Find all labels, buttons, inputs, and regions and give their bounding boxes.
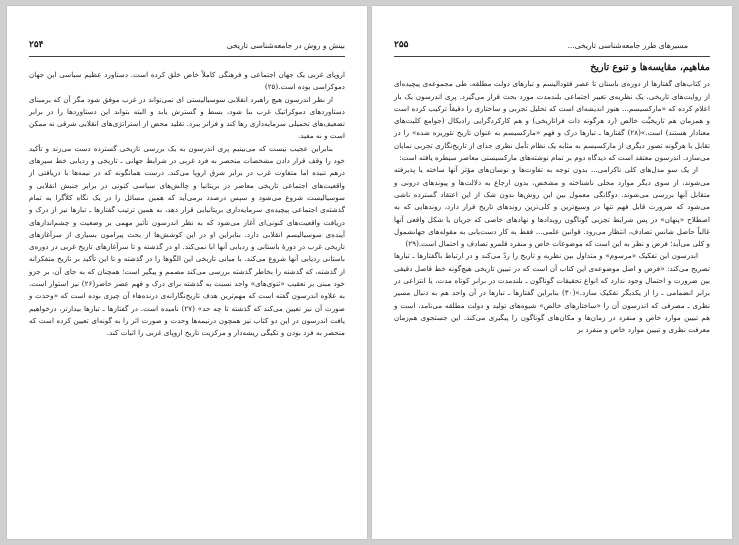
page-header [394, 40, 710, 57]
page-body [394, 62, 710, 337]
page-header [29, 40, 345, 57]
page-number: ۲۵۵ [394, 40, 409, 50]
page-body [29, 69, 345, 340]
paragraph: از نظر اندرسون هیچ راهبرد انقلابی سوسیالیستی ای نمی‌تواند در غرب موفق شود مگر آن که برمبنای دستاوردهای دموکراتیک غرب بنا شود، بسط و گسترش یابد و البته بتواند این دستاوردها را در برابر تضعیف‌های تحمیلی سرمایه‌داری رها کند و فراتر ببرد. تقلید محض از استراتژی‌های انقلابی شرقی نه ممکن است و نه مفید. [29, 94, 345, 141]
right-page [372, 6, 732, 539]
running-title: مسیرهای طرز جامعه‌شناسی تاریخی... [567, 41, 688, 50]
paragraph: اندرسون این تفکیک «مرسوم» و متداول بین نظریه و تاریخ را ردّ می‌کند و در ارتباط باگفتارها ـ تبارها تصریح می‌کند: «فرض و اصل موضوعه‌ی این کتاب آن است که در تبیین تاریخی هیچ‌گونه خط فاصل دقیقی بین ضرورت و احتمال وجود ندارد که انواع تحقیقات گوناگون ـ بلندمدت در برابر کوتاه مدت، یا انتزاعی در برابر انضمامی ـ را از یکدیگر تفکیک سازد.»(۳۰) بنابراین گفتارها ـ تبارها در آن واحد هم به دنبال مسیر نظری ـ مصرفی که اندرسون آن را «ساختارهای خالص» شیوه‌های تولید و دولت مطلقه می‌نامد، است و هم تبیین موارد خاص و منفرد در زمان‌ها و مکان‌های گوناگون را پیگیری می‌کند. این جستجوی هم‌زمان معرفت نظری و تبیین موارد خاص و منفرد بر [394, 251, 710, 335]
left-page [7, 6, 367, 539]
section-heading: مفاهیم، مقایسه‌ها و تنوع تاریخ [590, 62, 710, 73]
running-title: بینش و روش در جامعه‌شناسی تاریخی [226, 41, 345, 50]
page-number: ۲۵۴ [29, 40, 44, 50]
paragraph: در کتاب‌های گفتارها از دوره‌ی باستان تا عصر فئودالیسم و تبارهای دولت مطلقه، طی مجموعه‌ی پیچیده‌ای از روایت‌های تاریخی، یک نظریه‌ی تغییر اجتماعی بلندمدت مورد بحث قرار می‌گیرد. پری اندرسون یک بار اعلام کرده که «مارکسیسم... هنوز اندیشه‌ای است که تحلیل تجربی و ساختاری را دقیقاً ترکیب کرده است و همزمان هم تاریخیِّت خالص (رد هرگونه ذات فراتاریخی) و هم کارکردگرایی رادیکال (جوامع کلیت‌های معنادار هستند) است.»(۲۸) گفتارها ـ تبارها درک و فهم «مارکسیسم به عنوان تاریخ تئوریزه شده» را در تقابل با هرگونه تصور دیگری از مارکسیسم به مثابه یک نظام تأمل نظری جدای از تاریخ‌نگاری تجربی نمایان می‌سازد. اندرسون معتقد است که دیدگاه دوم بر تمام نوشته‌های مارکسیستی معاصر سیطره یافته است: [394, 79, 710, 163]
block-quote: از یک سو مدل‌های کلی ناکرامی... بدون توجه به تفاوت‌ها و نوسان‌های مؤثر آنها ساخته یا پذیرفته می‌شوند، از سوی دیگر موارد محلی ناشناخته و مشخص، بدون ارجاع به دلالت‌ها و پیوندهای درونی و متقابل آنها بررسی می‌شوند. دوگانگی معمول بین این روش‌ها بدون شک از این اعتقاد گسترده ناشی می‌شود که ضرورت قابل فهم تنها در وسیع‌ترین و کلی‌ترین روندهای تاریخ قرار دارد، روندهایی که به اصطلاح «پنهان» در پس شرایط تجربی گوناگون رویدادها و نهادهای خاصی که جریان یا شکل واقعی آنها غالباً حاصل شانس تصادف، انتظار می‌رود. قوانین علمی... فقط به کار دست‌یابی به مقوله‌های جهانشمول و کلی می‌آید؛ فرض و نظر به این است که موضوعات خاص و منفرد قلمرو تصادف و احتمال است.(۲۹) [394, 165, 710, 249]
paragraph: اروپای غربی یک جهان اجتماعی و فرهنگی کاملاً خاص خلق کرده است. دستاورد عظیم سیاسی این جهان دموکراسی بوده است.(۲۵) [29, 70, 345, 92]
paragraph: بنابراین عجیب نیست که می‌بینیم پری اندرسون به یک بررسی تاریخی گسترده دست می‌زند و تأکید خود را وقف قرار دادن مشخصات منحصر به فرد غربی در شرایط جهانی ـ تاریخی و ردیابی خط سیرهای درهم تنیده اما متفاوت غرب در برابر شرق اروپا می‌کند. درست همانگونه که در نیمه‌ها با دریافتی از واقعیت‌های اجتماعی تاریخی معاصر در بریتانیا و چالش‌های سیاسی کنونی در برابر جنبش انقلابی و سوسیالیست شروع می‌شود و سپس درصدد برمی‌آید که همین مسائل را در یک نگاه کلاًگرا به تمام گذشته‌ی اجتماعی پیچیده‌ی سرمایه‌داری بریتانیایی قرار دهد، به همین ترتیب گفتارها ـ تبارها نیز از درک و دریافت واقعیت‌های کنونی‌ای آغاز می‌شود که به نظر اندرسون تأثیر مهمی بر وضعیت و چشم‌اندازهای آینده‌ی سوسیالیسم انقلابی دارد. بنابراین او در این کوشش‌ها از بحث پیرامون بسیاری از سرآغازهای تاریخی غرب در دورهٔ باستانی و ردیابی آنها ابا نمی‌کند. او در گذشته و تا سرآغازهای تاریخ غربی در دوره‌ی باستانی ردیابی آنها شروع می‌کند. با مبانی تاریخی این الگوها را در گذشته و تا این تأکید بر تاریخ متفکرانه از گذشته، که گذشته را بخاطر گذشته بررسی می‌کند مصمم و پیگیر است؛ همچنان که به جای آن، بر جزو خود مبنی بر تعقیب «ثنوی‌های» واحد نسبت به گذشته برای درک و فهم عصر حاضر(۲۶) نیز استوار است. به علاوه اندرسون گفته است که مهم‌ترین هدف تاریخ‌نگارانه‌ی درنده‌هاء آن چیزی بوده است که «وحدت و صورت آن نیز تعیین می‌کند که گذشته تا چه حد» (۲۷) نامیده است. در گفتارها ـ تبارها بیدارتر، درخواهیم یافت اندرسون در این دو کتاب نیز همچون درنیمه‌ها وحدت و صورت اثر را به گونه‌ای تعیین کرده است که منحصر به فرد بودن و تکیگی ریشه‌دار و مرکزیت تاریخ اروپای غربی را اثبات کند. [29, 143, 345, 338]
